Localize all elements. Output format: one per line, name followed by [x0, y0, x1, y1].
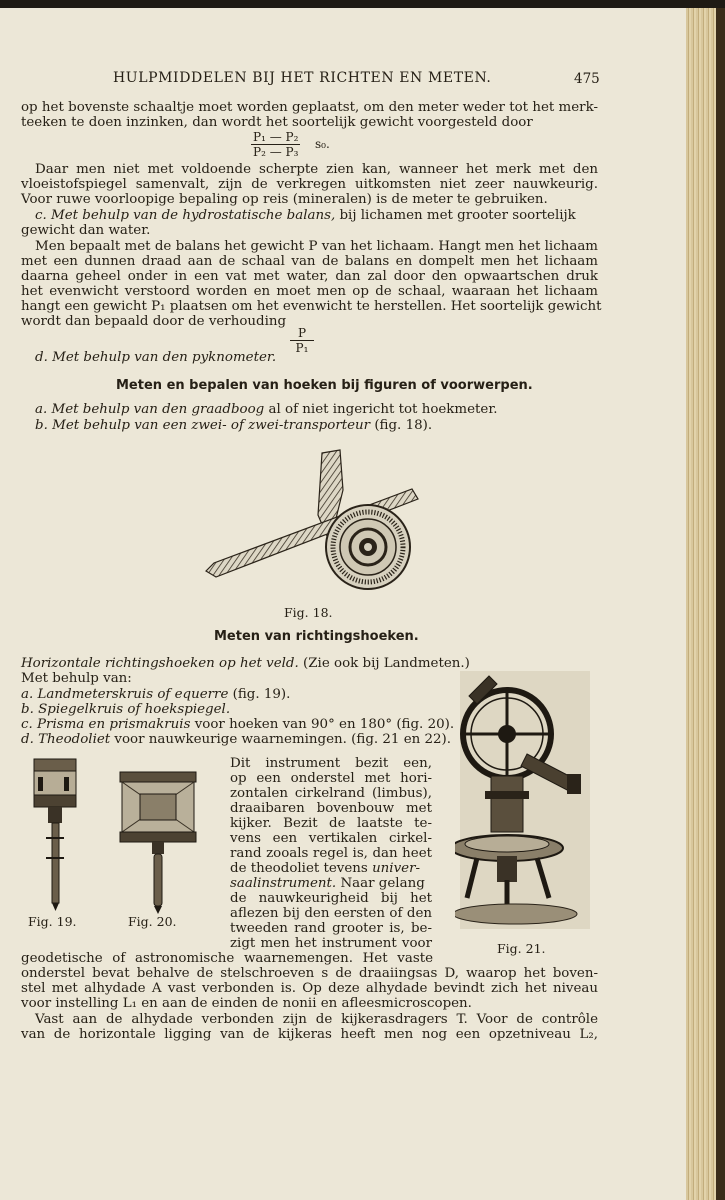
text-line: Voor ruwe voorloopige bepaling op reis (mineralen) is de meter te gebruiken. — [21, 192, 548, 207]
text-line: op het bovenste schaaltje moet worden geplaatst, om den meter weder tot het merk- — [21, 100, 598, 115]
item-letter: c. — [21, 717, 33, 732]
item-c — [35, 208, 576, 223]
list-item — [21, 717, 454, 732]
item-rest: voor nauwkeurige waarnemingen. (fig. 21 en 22). — [114, 732, 452, 747]
text-line — [21, 656, 470, 671]
text-line: teeken te doen inzinken, dan wordt het soortelijk gewicht voorgesteld door — [21, 115, 533, 130]
list-item — [21, 732, 451, 747]
item-title: Theodoliet — [38, 732, 111, 747]
inline-italic: Horizontale richtingshoeken op het veld. — [21, 656, 299, 671]
column-line: tweeden rand grooter is, be- — [230, 921, 432, 936]
book-binding — [716, 8, 725, 1200]
column-text: Naar gelang — [340, 876, 425, 891]
fraction-denominator: P₂ — P₃ — [253, 145, 299, 159]
item-letter: d. — [35, 350, 48, 365]
text-line: Met behulp van: — [21, 671, 132, 686]
text-line: met een dunnen draad aan de schaal van de balans en dompelt men het lichaam — [21, 254, 598, 269]
item-title: Met behulp van den pyknometer. — [52, 350, 277, 365]
fig19-caption: Fig. 19. — [28, 914, 77, 929]
item-letter: d. — [21, 732, 34, 747]
column-line: de nauwkeurigheid bij het — [230, 891, 432, 906]
item-title: Spiegelkruis of hoekspiegel. — [38, 702, 231, 717]
running-title: HULPMIDDELEN BIJ HET RICHTEN EN METEN. — [113, 70, 492, 86]
column-line: zontalen cirkelrand (limbus), — [230, 786, 432, 801]
fraction-factor: s₀. — [315, 137, 330, 151]
text-line: geodetische of astronomische waarnemengen. Het vaste — [21, 951, 433, 966]
fig21-theodolite-illustration — [455, 666, 595, 934]
item-title: Met behulp van den graadboog — [51, 402, 265, 417]
text-line: gewicht dan water. — [21, 223, 151, 238]
item-rest: (fig. 18). — [374, 418, 433, 433]
item-rest: (fig. 19). — [232, 687, 291, 702]
list-item — [21, 687, 290, 702]
fraction-numerator: P₁ — P₂ — [253, 130, 299, 144]
text-line: Men bepaalt met de balans het gewicht P van het lichaam. Hangt men het lichaam — [35, 239, 598, 254]
item-rest: al of niet ingericht tot hoekmeter. — [268, 402, 498, 417]
list-item — [35, 402, 498, 417]
page-number: 475 — [574, 71, 600, 87]
text-line: van de horizontale ligging van de kijkeras heeft men nog een opzetniveau L₂, — [21, 1027, 598, 1042]
item-title: Met behulp van de hydrostatische balans, — [51, 208, 336, 223]
column-line: vens een vertikalen cirkel- — [230, 831, 432, 846]
item-rest: bij lichamen met grooter soortelijk — [339, 208, 576, 223]
text-line: Daar men niet met voldoende scherpte zien kan, wanneer het merk met den — [35, 162, 598, 177]
text-line: onderstel bevat behalve de stelschroeven s de draaiingsas D, waarop het boven- — [21, 966, 598, 981]
text-line: voor instelling L₁ en aan de einden de nonii en afleesmicroscopen. — [21, 996, 472, 1011]
column-line: Dit instrument bezit een, — [230, 756, 432, 771]
column-line: aflezen bij den eersten of den — [230, 906, 432, 921]
column-italic: saalinstrument. — [230, 876, 337, 891]
column-text: de theodoliet tevens — [230, 861, 368, 876]
column-italic: univer- — [372, 861, 421, 876]
inline-text: (Zie ook bij Landmeten.) — [303, 656, 470, 671]
fig19-cross-staff-illustration — [28, 753, 84, 913]
fraction-numerator: P — [290, 326, 314, 341]
item-title: Landmeterskruis of equerre — [37, 687, 229, 702]
item-letter: b. — [21, 702, 34, 717]
item-d — [35, 350, 276, 365]
text-line: het evenwicht verstoord worden en moet men op de schaal, waaraan het lichaam — [21, 284, 598, 299]
text-line: Vast aan de alhydade verbonden zijn de kijkerasdragers T. Voor de contrôle — [35, 1012, 598, 1027]
fig21-caption: Fig. 21. — [497, 941, 546, 956]
column-line — [230, 861, 432, 876]
fraction-formula-1 — [251, 130, 300, 159]
fig20-caption: Fig. 20. — [128, 914, 177, 929]
page-edges — [686, 8, 716, 1200]
column-line: rand zooals regel is, dan heet — [230, 846, 432, 861]
item-letter: a. — [35, 402, 48, 417]
item-title: Met behulp van een zwei- of zwei-transporteur — [52, 418, 371, 433]
list-item — [35, 418, 432, 433]
fraction-denominator: P₁ — [295, 341, 309, 355]
column-line: draaibaren bovenbouw met — [230, 801, 432, 816]
item-letter: b. — [35, 418, 48, 433]
section-heading: Meten en bepalen van hoeken bij figuren of voorwerpen. — [116, 378, 533, 393]
column-line: kijker. Bezit de laatste te- — [230, 816, 432, 831]
item-rest: voor hoeken van 90° en 180° (fig. 20). — [194, 717, 455, 732]
fig18-protractor-illustration — [200, 445, 425, 590]
column-line — [230, 876, 432, 891]
text-line: stel met alhydade A vast verbonden is. Op deze alhydade bevindt zich het niveau — [21, 981, 598, 996]
item-letter: c. — [35, 208, 47, 223]
text-line: vloeistofspiegel samenvalt, zijn de verkregen uitkomsten niet zeer nauwkeurig. — [21, 177, 598, 192]
text-line: wordt dan bepaald door de verhouding — [21, 314, 287, 329]
column-line: zigt men het instrument voor — [230, 936, 432, 951]
fraction-formula-2 — [290, 326, 314, 355]
text-line: hangt een gewicht P₁ plaatsen om het evenwicht te herstellen. Het soortelijk gewicht — [21, 299, 602, 314]
fig20-prism-cross-illustration — [112, 766, 204, 916]
list-item — [21, 702, 230, 717]
fig18-caption: Fig. 18. — [284, 605, 333, 620]
item-letter: a. — [21, 687, 34, 702]
column-line: op een onderstel met hori- — [230, 771, 432, 786]
item-title: Prisma en prismakruis — [37, 717, 191, 732]
text-line: daarna geheel onder in een vat met water, dan zal door den opwaartschen druk — [21, 269, 598, 284]
section-heading: Meten van richtingshoeken. — [214, 629, 419, 644]
